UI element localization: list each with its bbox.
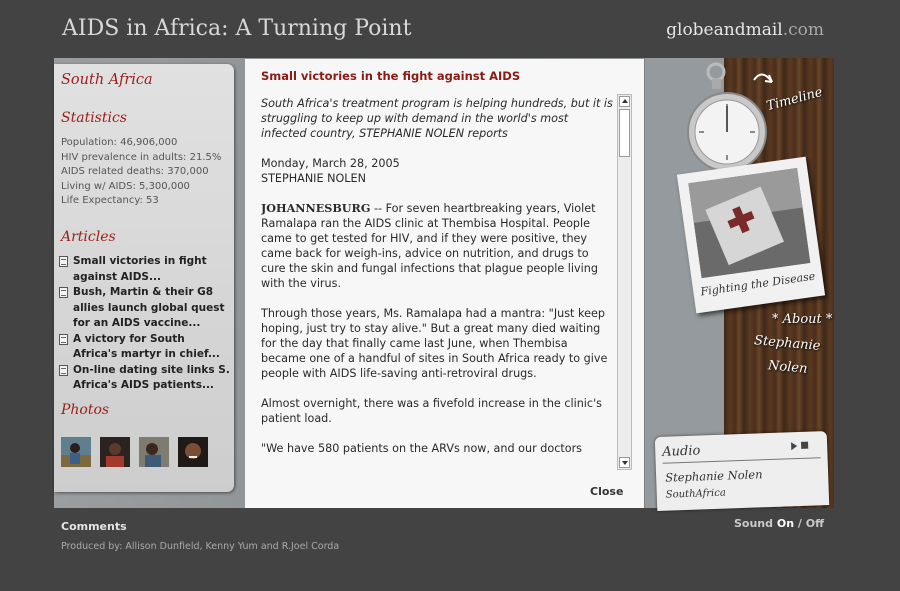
stat-aids-deaths: AIDS related deaths: 370,000	[61, 166, 209, 177]
stat-living-with-aids: Living w/ AIDS: 5,300,000	[61, 180, 190, 192]
article-paragraph: Through those years, Ms. Ramalapa had a mantra: "Just keep hoping, just try to stay alive." But a great many died waiting for the day that finally came last June, when Thembisa became one of a handful of sites in South Africa ready to give people with AIDS life-saving anti-retroviral drugs.	[261, 307, 608, 380]
article-deck: South Africa's treatment program is helping hundreds, but it is struggling to keep up with demand in the world's most infected country, STEPHANIE NOLEN reports	[261, 97, 613, 140]
scroll-down-icon[interactable]	[619, 457, 630, 468]
brand-tld: .com	[782, 20, 824, 40]
article-body	[261, 96, 613, 472]
sidebar	[54, 64, 234, 492]
article-link-label: Bush, Martin & their G8 allies launch global quest for an AIDS vaccine...	[73, 286, 225, 329]
article-link[interactable]	[59, 363, 231, 394]
photo-thumbnail[interactable]	[61, 437, 91, 467]
comments-link[interactable]: Comments	[61, 520, 127, 533]
sound-separator: /	[794, 517, 806, 530]
article-dateline: JOHANNESBURG	[261, 201, 371, 215]
article-title: Small victories in the fight against AIDS	[261, 69, 521, 83]
article-paragraph-text: -- For seven heartbreaking years, Violet Ramalapa ran the AIDS clinic at Thembisa Hospital. People came to get tested for HIV, and if they were positive, they came back for weigh-ins, advice on nutrition, and drugs to cure the skin and fungal infections that plague people living with the virus.	[261, 202, 598, 290]
document-icon	[59, 287, 68, 298]
article-paragraph	[261, 201, 613, 291]
fighting-disease-link[interactable]	[677, 157, 825, 314]
article-link-label: Small victories in fight against AIDS...	[73, 255, 207, 283]
stat-hiv-prevalence: HIV prevalence in adults: 21.5%	[61, 151, 222, 163]
article-link-label: A victory for South Africa's martyr in chief...	[73, 332, 220, 360]
about-label-line2[interactable]: Stephanie	[753, 333, 822, 354]
timeline-link[interactable]: Timeline	[765, 84, 825, 115]
sound-label: Sound	[734, 517, 774, 530]
stats-list	[61, 136, 221, 209]
about-label-line1[interactable]: * About *	[772, 312, 833, 327]
about-label-line3[interactable]: Nolen	[767, 358, 809, 377]
close-button[interactable]: Close	[590, 485, 624, 498]
photo-thumbnail[interactable]	[178, 437, 208, 467]
article-link[interactable]	[59, 285, 231, 332]
audio-speaker: Stephanie Nolen	[664, 467, 763, 485]
article-paragraph: Almost overnight, there was a fivefold increase in the clinic's patient load.	[261, 397, 602, 425]
document-icon	[59, 256, 68, 267]
site-title: AIDS in Africa: A Turning Point	[62, 16, 412, 41]
polaroid-caption: Fighting the Disease	[699, 269, 817, 299]
document-icon	[59, 365, 68, 376]
credits: Produced by: Allison Dunfield, Kenny Yum and R.Joel Corda	[61, 541, 340, 552]
article-meta	[261, 156, 613, 186]
brand-main: globeandmail	[666, 20, 783, 40]
photo-thumbnail[interactable]	[100, 437, 130, 467]
article-link-label: On-line dating site links S. Africa's AIDS patients...	[73, 363, 230, 391]
country-heading: South Africa	[61, 72, 153, 88]
articles-heading: Articles	[61, 229, 116, 245]
article-scrollbar[interactable]	[617, 94, 632, 470]
stats-heading: Statistics	[61, 110, 127, 126]
stat-life-expectancy: Life Expectancy: 53	[61, 195, 159, 206]
stat-population: Population: 46,906,000	[61, 137, 178, 148]
audio-player	[655, 431, 829, 511]
sound-on-button[interactable]: On	[776, 517, 795, 530]
article-date: Monday, March 28, 2005	[261, 157, 400, 170]
timeline-arrow-icon	[752, 68, 778, 92]
play-icon[interactable]	[791, 442, 797, 450]
audio-location: SouthAfrica	[665, 487, 727, 501]
sound-off-button[interactable]: Off	[805, 517, 824, 530]
document-icon	[59, 334, 68, 345]
sound-toggle	[734, 517, 824, 530]
article-paragraph: "We have 580 patients on the ARVs now, and our doctors	[261, 442, 583, 455]
site-brand[interactable]	[666, 20, 824, 40]
article-reader	[245, 59, 644, 508]
polaroid-photo	[688, 168, 810, 278]
photos-heading: Photos	[61, 402, 110, 418]
photo-thumbnails	[61, 437, 208, 467]
article-link[interactable]	[59, 254, 231, 285]
photo-thumbnail[interactable]	[139, 437, 169, 467]
articles-list	[59, 254, 231, 394]
scroll-up-icon[interactable]	[619, 96, 630, 107]
article-link[interactable]	[59, 332, 231, 363]
stop-icon[interactable]	[801, 442, 808, 449]
audio-title: Audio	[662, 443, 701, 460]
scroll-thumb[interactable]	[619, 109, 630, 157]
article-byline: STEPHANIE NOLEN	[261, 172, 366, 185]
